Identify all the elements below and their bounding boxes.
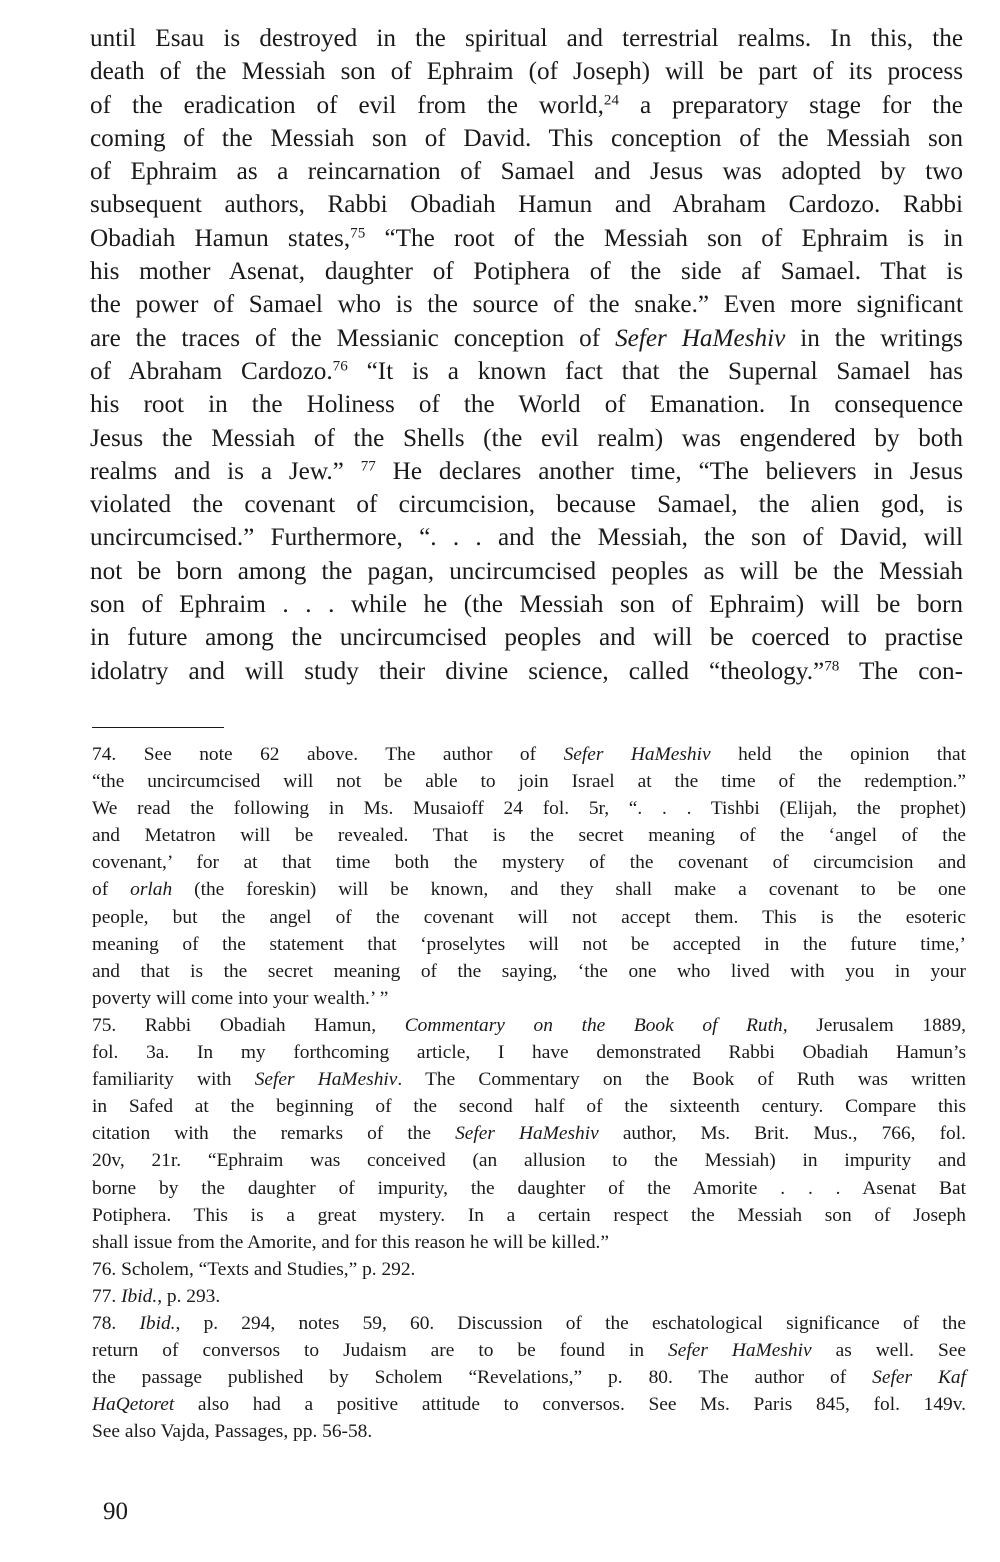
note-reference: 24 <box>603 92 620 109</box>
footnote-line: and Metatron will be revealed. That is the secret meaning of the ‘angel of the <box>92 825 966 847</box>
footnote-line: the passage published by Scholem “Revelations,” p. 80. The author of Sefer Kaf <box>92 1367 966 1389</box>
footnote-line: fol. 3a. In my forthcoming article, I have demonstrated Rabbi Obadiah Hamun’s <box>92 1042 966 1064</box>
footnote-line: 78. Ibid., p. 294, notes 59, 60. Discussion of the eschatological significance of the <box>92 1312 966 1334</box>
body-line: of Abraham Cardozo.$^{76}$ “It is a known fact that the Supernal Samael has <box>90 357 963 385</box>
body-line: of the eradication of evil from the world,$^{24}$ a preparatory stage for the <box>90 91 963 119</box>
footnote-line: familiarity with Sefer HaMeshiv. The Commentary on the Book of Ruth was written <box>92 1069 966 1091</box>
footnote-line: poverty will come into your wealth.’ ” <box>92 987 389 1009</box>
footnotes <box>92 741 966 1445</box>
footnote-line: covenant,’ for at that time both the mystery of the covenant of circumcision and <box>92 852 966 874</box>
body-line: death of the Messiah son of Ephraim (of Joseph) will be part of its process <box>90 58 963 86</box>
footnote <box>92 1256 966 1283</box>
footnote-line: citation with the remarks of the Sefer HaMeshiv author, Ms. Brit. Mus., 766, fol. <box>92 1123 966 1145</box>
body-line: his root in the Holiness of the World of Emanation. In consequence <box>90 391 963 419</box>
footnote <box>92 1012 966 1256</box>
footnote-line: borne by the daughter of impurity, the daughter of the Amorite . . . Asenat Bat <box>92 1177 966 1199</box>
body-line: are the traces of the Messianic conception of Sefer HaMeshiv in the writings <box>90 324 963 352</box>
italic-title: Sefer HaMeshiv <box>668 1340 812 1362</box>
footnote-line: of orlah (the foreskin) will be known, and they shall make a covenant to be one <box>92 879 966 901</box>
note-reference: 78 <box>824 658 840 675</box>
footnote-line: 74. See note 62 above. The author of Sefer HaMeshiv held the opinion that <box>92 744 966 765</box>
italic-title: Ibid. <box>121 1285 158 1307</box>
footnote <box>92 1283 966 1310</box>
italic-title: Sefer HaMeshiv <box>455 1123 599 1145</box>
italic-title: Commentary on the Book of Ruth, <box>404 1014 788 1036</box>
body-line: of Ephraim as a reincarnation of Samael and Jesus was adopted by two <box>90 158 963 186</box>
body-text <box>90 22 963 688</box>
footnote <box>92 741 966 1012</box>
page-number: 90 <box>103 1498 128 1525</box>
body-line: idolatry and will study their divine science, called “theology.”$^{78}$ The con- <box>90 657 963 685</box>
footnote-line: 76. Scholem, “Texts and Studies,” p. 292. <box>92 1258 416 1280</box>
footnote-line: 20v, 21r. “Ephraim was conceived (an allusion to the Messiah) in impurity and <box>92 1150 966 1172</box>
body-line: uncircumcised.” Furthermore, “. . . and the Messiah, the son of David, will <box>90 524 963 552</box>
italic-title: Ibid. <box>139 1312 176 1334</box>
italic-title: Sefer Kaf <box>872 1367 966 1389</box>
footnote <box>92 1310 966 1445</box>
italic-title: HaQetoret <box>92 1394 175 1416</box>
body-line: not be born among the pagan, uncircumcised peoples as will be the Messiah <box>90 557 963 585</box>
body-line: the power of Samael who is the source of the snake.” Even more significant <box>90 291 963 319</box>
body-line: violated the covenant of circumcision, because Samael, the alien god, is <box>90 491 963 519</box>
footnote-line: shall issue from the Amorite, and for this reason he will be killed.” <box>92 1231 609 1253</box>
footnote-line: “the uncircumcised will not be able to join Israel at the time of the redemption.” <box>92 771 966 793</box>
footnote-line: 77. Ibid., p. 293. <box>92 1285 221 1307</box>
body-line: coming of the Messiah son of David. This conception of the Messiah son <box>90 124 963 152</box>
footnote-line: We read the following in Ms. Musaioff 24 fol. 5r, “. . . Tishbi (Elijah, the prophet) <box>92 798 966 820</box>
footnote-line: and that is the secret meaning of the saying, ‘the one who lived with you in your <box>92 960 966 982</box>
italic-title: Sefer HaMeshiv <box>615 324 786 352</box>
body-line: son of Ephraim . . . while he (the Messiah son of Ephraim) will be born <box>90 591 963 619</box>
note-reference: 75 <box>350 225 366 242</box>
footnote-line: meaning of the statement that ‘proselytes will not be accepted in the future time,’ <box>92 933 966 955</box>
footnote-line: 75. Rabbi Obadiah Hamun, Commentary on the Book of Ruth, Jerusalem 1889, <box>92 1014 966 1036</box>
footnote-line: HaQetoret also had a positive attitude to conversos. See Ms. Paris 845, fol. 149v. <box>92 1394 966 1416</box>
body-line: subsequent authors, Rabbi Obadiah Hamun and Abraham Cardozo. Rabbi <box>90 191 963 219</box>
footnote-line: Potiphera. This is a great mystery. In a certain respect the Messiah son of Joseph <box>92 1204 966 1226</box>
body-line: his mother Asenat, daughter of Potiphera of the side af Samael. That is <box>90 258 963 286</box>
italic-title: Sefer HaMeshiv <box>563 744 711 765</box>
body-line: in future among the uncircumcised peoples and will be coerced to practise <box>90 624 963 652</box>
body-line: realms and is a Jew.” $^{77}$ He declares another time, “The believers in Jesus <box>90 457 964 485</box>
footnote-line: See also Vajda, Passages, pp. 56-58. <box>92 1421 373 1443</box>
note-reference: 77 <box>360 458 376 475</box>
footnote-line: return of conversos to Judaism are to be found in Sefer HaMeshiv as well. See <box>92 1340 966 1362</box>
body-line: until Esau is destroyed in the spiritual and terrestrial realms. In this, the <box>90 25 963 52</box>
note-reference: 76 <box>332 358 348 375</box>
footnote-line: people, but the angel of the covenant will not accept them. This is the esoteric <box>92 906 966 928</box>
body-line: Obadiah Hamun states,$^{75}$ “The root of the Messiah son of Ephraim is in <box>90 224 963 252</box>
italic-title: orlah <box>130 879 173 901</box>
footnote-rule <box>92 727 224 728</box>
footnote-line: in Safed at the beginning of the second half of the sixteenth century. Compare this <box>92 1096 966 1118</box>
italic-title: Sefer HaMeshiv <box>254 1069 398 1091</box>
body-line: Jesus the Messiah of the Shells (the evil realm) was engendered by both <box>90 424 963 452</box>
